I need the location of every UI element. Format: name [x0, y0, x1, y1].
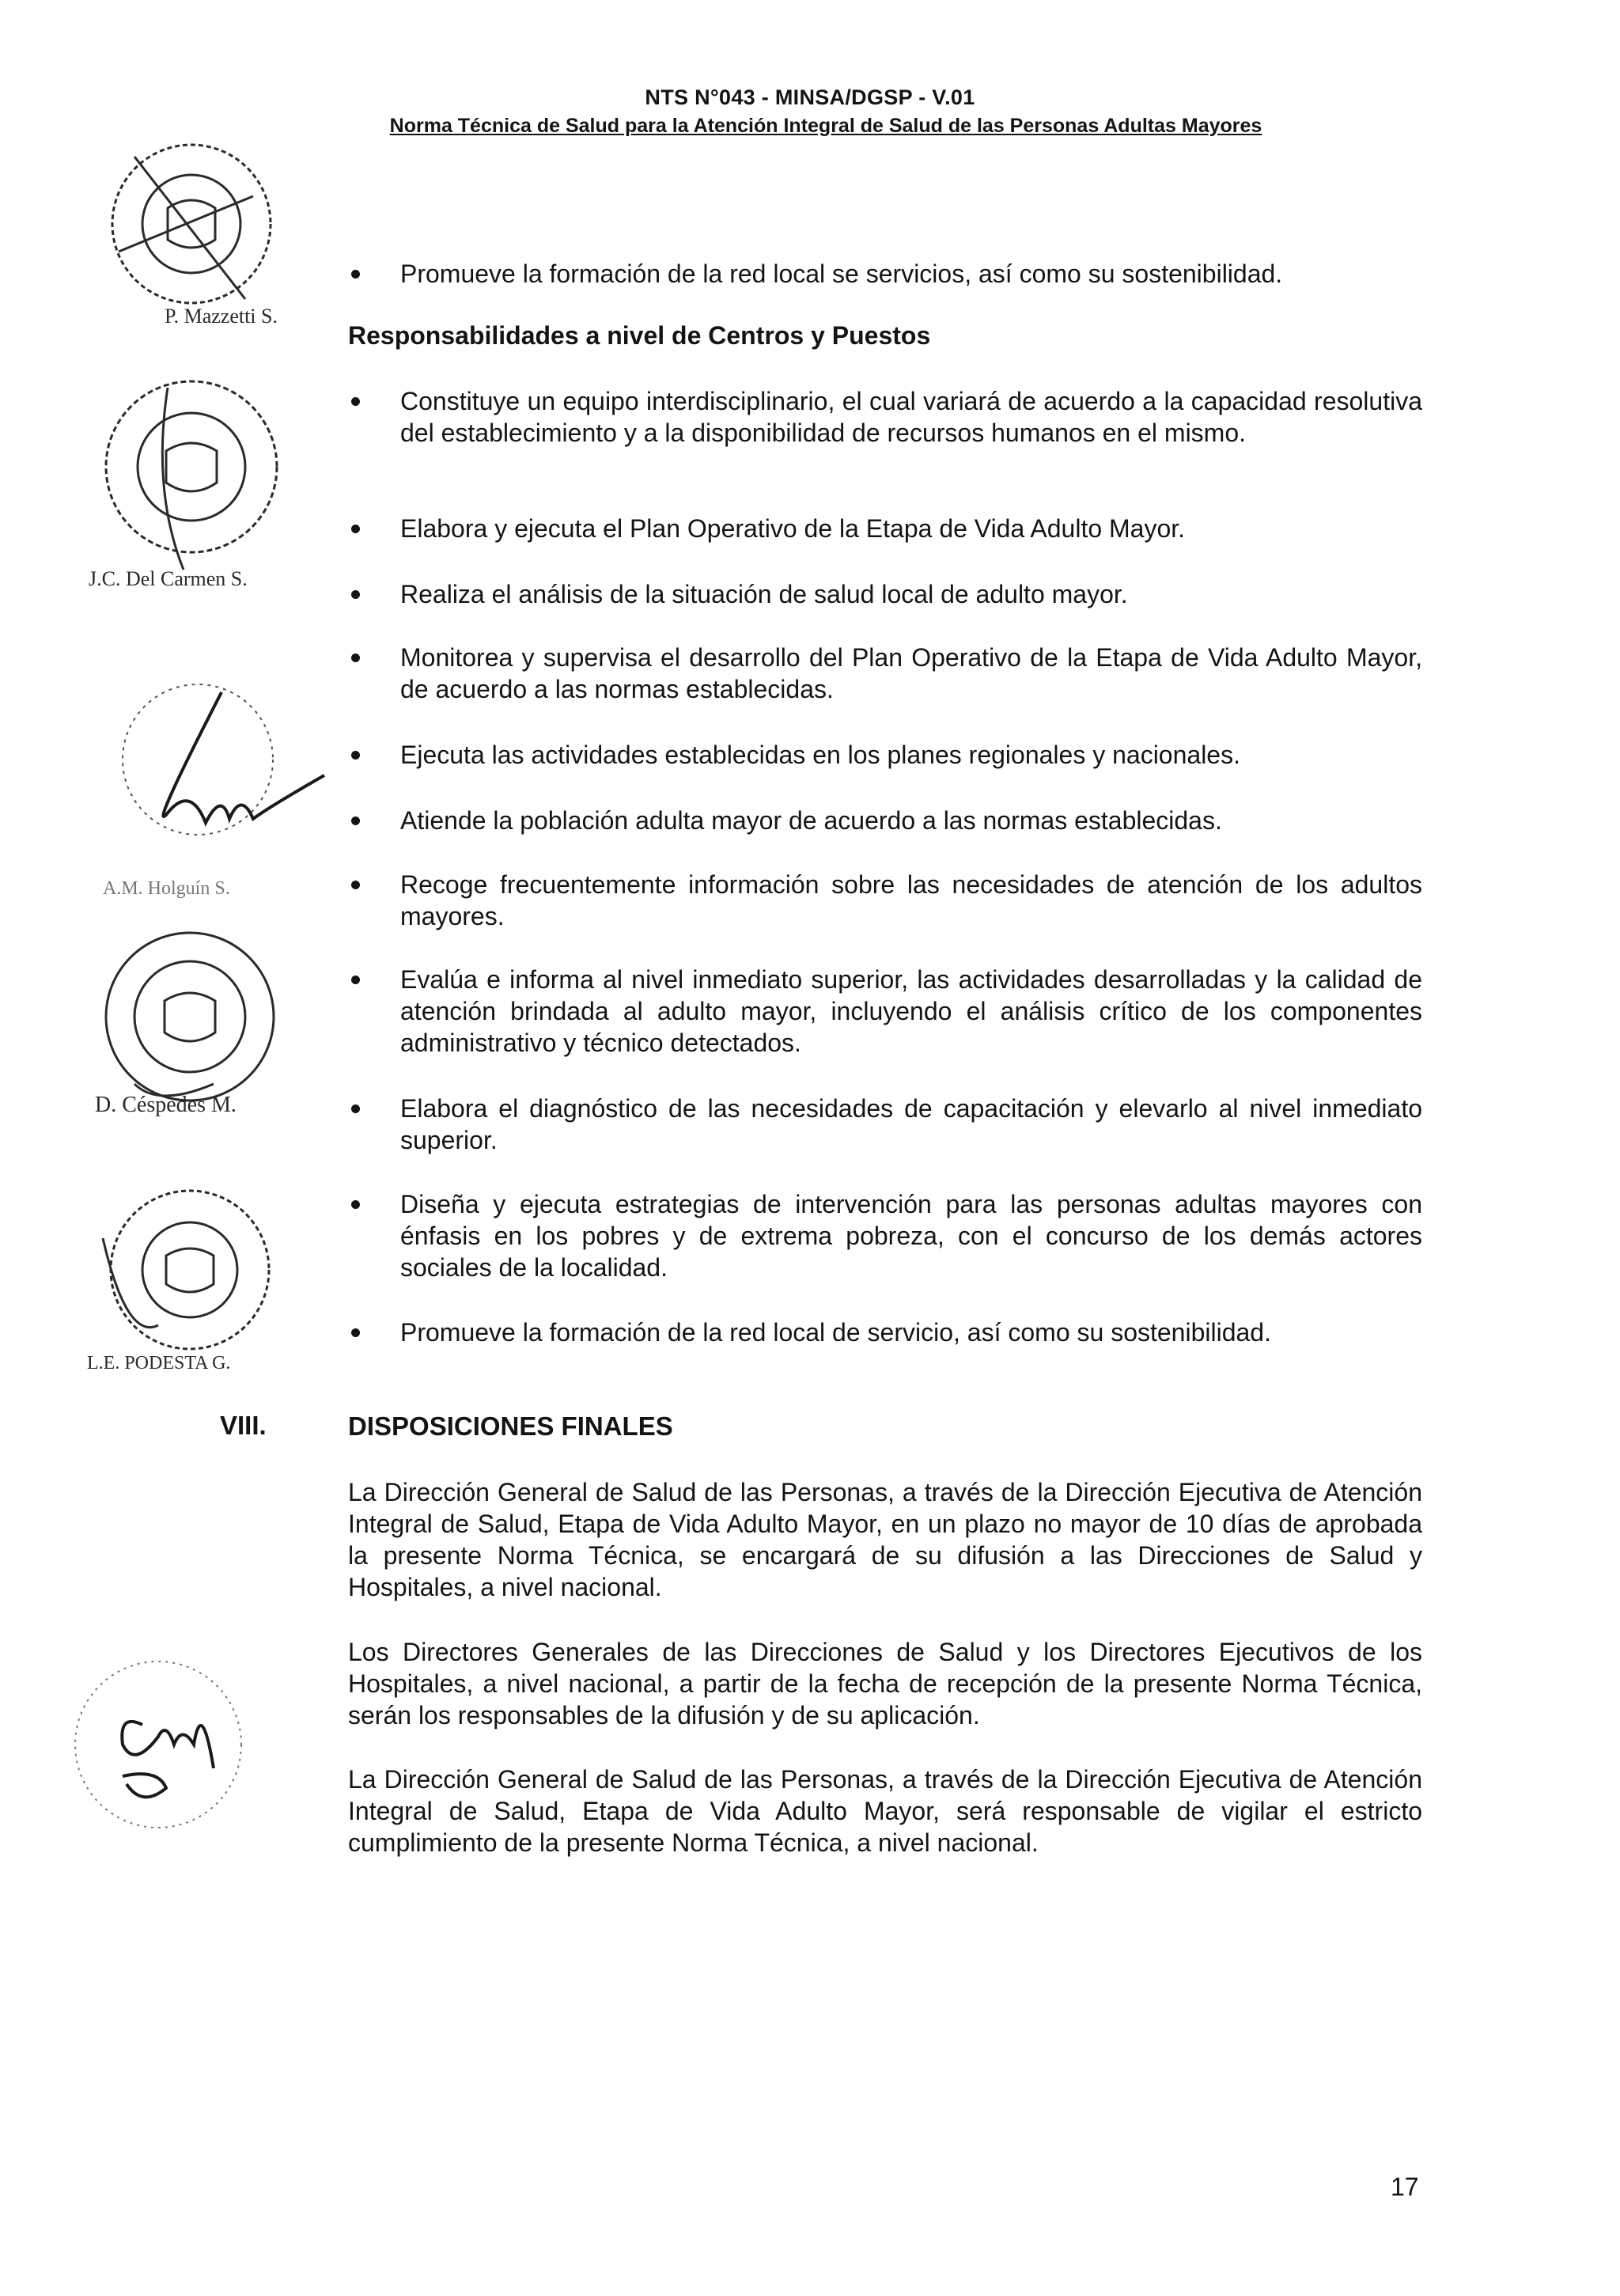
list-item: Atiende la población adulta mayor de acuerdo a las normas establecidas. [348, 805, 1422, 836]
stamp-caption-4: D. Céspedes M. [95, 1093, 237, 1117]
list-item: Monitorea y supervisa el desarrollo del Plan Operativo de la Etapa de Vida Adulto Mayor, de acuerdo a las normas establecidas. [348, 642, 1422, 705]
document-code: NTS N°043 - MINSA/DGSP - V.01 [645, 85, 975, 109]
list-item: Promueve la formación de la red local se servicios, así como su sostenibilidad. [348, 258, 1422, 290]
seal-stamp-2 [81, 372, 302, 601]
list-item: Recoge frecuentemente información sobre las necesidades de atención de los adultos mayores. [348, 869, 1422, 932]
seal-stamp-5 [71, 1183, 301, 1389]
section-heading-centros: Responsabilidades a nivel de Centros y Puestos [348, 321, 931, 350]
list-item: Realiza el análisis de la situación de salud local de adulto mayor. [348, 578, 1422, 610]
list-item: Elabora el diagnóstico de las necesidades de capacitación y elevarlo al nivel inmediato superior. [348, 1093, 1422, 1156]
document-title: Norma Técnica de Salud para la Atención Integral de Salud de las Personas Adultas Mayores [389, 115, 1262, 137]
stamp-caption-3: A.M. Holguín S. [103, 878, 230, 899]
stamp-caption-5: L.E. PODESTA G. [87, 1353, 231, 1373]
page-number: 17 [1391, 2173, 1419, 2201]
section-number: VIII. [220, 1411, 267, 1440]
section-heading-viii: DISPOSICIONES FINALES [348, 1411, 673, 1441]
seal-stamp-1 [87, 133, 293, 331]
list-item: Diseña y ejecuta estrategias de intervención para las personas adultas mayores con énfasis en los pobres y de extrema pobreza, con el concurso de los demás actores sociales de la localidad. [348, 1188, 1422, 1283]
paragraph: La Dirección General de Salud de las Personas, a través de la Dirección Ejecutiva de Atención Integral de Salud, Etapa de Vida Adulto Mayor, en un plazo no mayor de 10 días de aprobada la presente Norma Técnica, se encargará de su difusión a las Direcciones de Salud y Hospitales, a nivel nacional. [348, 1478, 1422, 1601]
signature-stamp-3 [103, 673, 340, 902]
seal-stamp-4 [71, 926, 301, 1131]
list-item: Constituye un equipo interdisciplinario, el cual variará de acuerdo a la capacidad resolutiva del establecimiento y a la disponibilidad de recursos humanos en el mismo. [348, 385, 1422, 449]
list-item: Promueve la formación de la red local de servicio, así como su sostenibilidad. [348, 1317, 1422, 1348]
paragraph: La Dirección General de Salud de las Personas, a través de la Dirección Ejecutiva de Atención Integral de Salud, Etapa de Vida Adulto Mayor, será responsable de vigilar el estricto cumplimiento de la presente Norma Técnica, a nivel nacional. [348, 1765, 1422, 1857]
list-item: Ejecuta las actividades establecidas en los planes regionales y nacionales. [348, 739, 1422, 771]
stamp-caption-2: J.C. Del Carmen S. [89, 567, 248, 590]
paragraph: Los Directores Generales de las Direcciones de Salud y los Directores Ejecutivos de los Hospitales, a nivel nacional, a partir de la fecha de recepción de la presente Norma Técnica, serán los responsables de la difusión y de su aplicación. [348, 1638, 1422, 1730]
list-item: Evalúa e informa al nivel inmediato superior, las actividades desarrolladas y la calidad de atención brindada al adulto mayor, incluyendo el análisis crítico de los componentes administrativo y técnico detectados. [348, 964, 1422, 1059]
signature-stamp-6 [47, 1650, 285, 1855]
stamp-caption-1: P. Mazzetti S. [165, 305, 278, 328]
list-item: Elabora y ejecuta el Plan Operativo de la Etapa de Vida Adulto Mayor. [348, 513, 1422, 544]
